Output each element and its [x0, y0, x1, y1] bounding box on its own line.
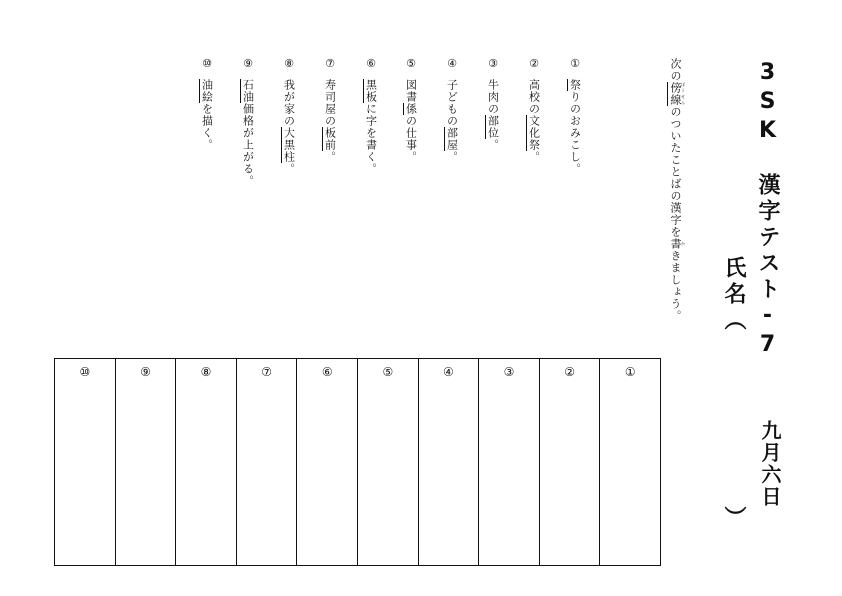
underlined-word: 油絵 [200, 79, 214, 103]
question-7 [321, 58, 339, 163]
underlined-word: 黒板 [364, 79, 378, 103]
answer-box-8[interactable] [175, 359, 236, 565]
underlined-word: 祭 [568, 79, 582, 91]
question-number: ⑩ [202, 57, 212, 70]
answer-box-3[interactable] [478, 359, 539, 565]
underlined-word: 部屋 [445, 127, 459, 151]
instruction-reading: ぼうせん [681, 82, 686, 106]
name-paren-close: ） [721, 506, 746, 528]
question-number: ⑧ [284, 57, 294, 70]
question-number: ⑨ [243, 57, 253, 70]
answer-grid [54, 358, 661, 566]
answer-box-number: ③ [503, 365, 515, 379]
question-text: 祭りのおみこし。 [568, 79, 582, 175]
instruction-after: きましょう。 [669, 250, 682, 322]
question-4 [443, 58, 461, 163]
question-number: ⑤ [406, 57, 416, 70]
question-10 [198, 58, 216, 151]
question-2 [525, 58, 543, 163]
question-1 [566, 58, 584, 175]
answer-box-number: ⑩ [79, 365, 91, 379]
underlined-word: 文化祭 [527, 115, 541, 151]
underlined-word: 部位 [486, 115, 500, 139]
answer-box-number: ② [564, 365, 575, 379]
question-text: 黒板に字を書く。 [364, 79, 378, 175]
question-number: ① [570, 57, 580, 70]
question-text: 寿司屋の板前。 [323, 79, 337, 163]
question-text: 牛肉の部位。 [486, 79, 500, 151]
question-text: 油絵を描く。 [200, 79, 214, 151]
answer-box-1[interactable] [599, 359, 660, 565]
answer-box-number: ④ [443, 365, 454, 379]
name-line [721, 256, 746, 528]
answer-box-number: ⑤ [382, 365, 394, 379]
question-8 [280, 58, 298, 175]
question-text: 石油価格が上がる。 [241, 79, 255, 187]
name-paren-open: （ [721, 308, 746, 330]
answer-box-10[interactable] [55, 359, 115, 565]
question-3 [484, 58, 502, 151]
question-number: ③ [488, 57, 498, 70]
answer-box-5[interactable] [357, 359, 418, 565]
answer-box-7[interactable] [236, 359, 297, 565]
instruction-middle: のついたことばの漢字を [669, 106, 682, 238]
question-number: ⑦ [325, 57, 335, 70]
underlined-word: 板前 [323, 127, 337, 151]
answer-box-2[interactable] [539, 359, 600, 565]
answer-box-9[interactable] [115, 359, 176, 565]
instruction-underlined-word: 傍線 ぼうせん [669, 82, 686, 106]
answer-box-4[interactable] [418, 359, 479, 565]
question-9 [239, 58, 257, 187]
question-number: ④ [447, 57, 457, 70]
underlined-word: 係 [404, 103, 418, 115]
instruction-before: 次の [669, 58, 682, 82]
question-5 [402, 58, 420, 163]
answer-box-number: ① [624, 365, 636, 379]
question-number: ② [529, 57, 539, 70]
instruction-write-reading: か [681, 238, 686, 250]
answer-box-number: ⑧ [200, 365, 212, 379]
question-text: 高校の文化祭。 [527, 79, 541, 163]
answer-box-number: ⑨ [140, 365, 151, 379]
name-label: 氏名 [721, 256, 746, 308]
answer-box-number: ⑦ [261, 365, 273, 379]
answer-box-number: ⑥ [321, 365, 333, 379]
instruction [670, 58, 686, 322]
question-6 [362, 58, 380, 175]
instruction-write-kanji: 書 か [669, 238, 686, 250]
question-text: 図書係の仕事。 [404, 79, 418, 163]
question-text: 我が家の大黒柱。 [282, 79, 296, 175]
answer-box-6[interactable] [296, 359, 357, 565]
test-date: 九月六日 [758, 420, 782, 508]
underlined-word: 石油 [241, 79, 255, 103]
question-number: ⑥ [366, 57, 376, 70]
question-text: 子どもの部屋。 [445, 79, 459, 163]
test-title: 3SK 漢字テスト-7 [755, 60, 780, 361]
underlined-word: 大黒柱 [282, 127, 296, 163]
